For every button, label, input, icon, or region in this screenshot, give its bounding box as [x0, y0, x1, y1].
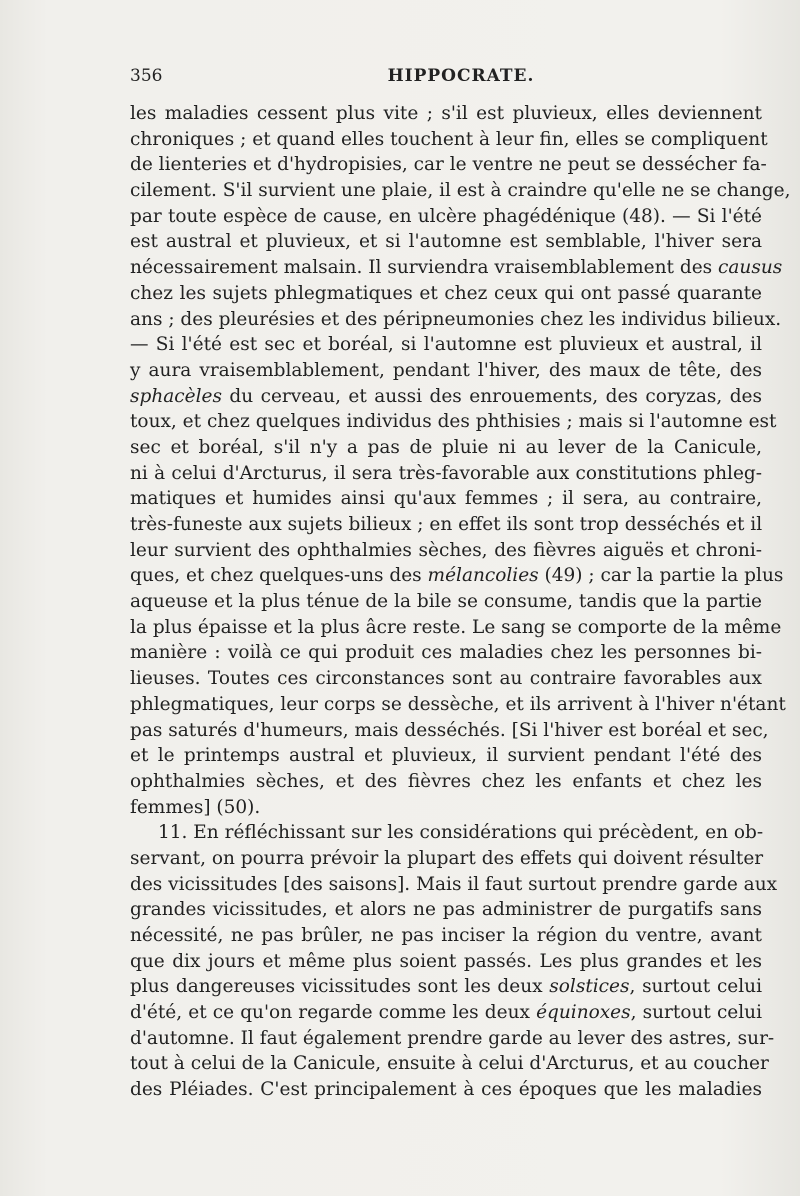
running-title: HIPPOCRATE. — [387, 66, 535, 86]
text-line: ophthalmies sèches, et des fièvres chez les enfants et chez les — [130, 770, 762, 792]
text-line: est austral et pluvieux, et si l'automne est semblable, l'hiver sera — [130, 231, 762, 253]
text-line: plus dangereuses vicissitudes sont les deux solstices, surtout celui — [130, 976, 763, 998]
text-line: les maladies cessent plus vite ; s'il est pluvieux, elles deviennent — [130, 103, 762, 124]
text-line: nécessité, ne pas brûler, ne pas inciser la région du ventre, avant — [130, 925, 762, 946]
text-line: très-funeste aux sujets bilieux ; en effet ils sont trop desséchés et il — [130, 514, 763, 535]
text-line: sec et boréal, s'il n'y a pas de pluie ni au lever de la Canicule, — [130, 436, 762, 458]
text-line: — Si l'été est sec et boréal, si l'automne est pluvieux et austral, il — [130, 334, 762, 356]
text-line: femmes] (50). — [130, 796, 261, 818]
text-line: y aura vraisemblablement, pendant l'hiver, des maux de tête, des — [130, 359, 762, 381]
text-line: ans ; des pleurésies et des péripneumonies chez les individus bilieux. — [130, 308, 782, 330]
text-line: servant, on pourra prévoir la plupart des effets qui doivent résulter — [130, 847, 764, 869]
text-line: ques, et chez quelques-uns des mélancolies (49) ; car la partie la plus — [130, 565, 784, 587]
text-line: par toute espèce de cause, en ulcère phagédénique (48). — Si l'été — [130, 205, 762, 227]
text-line: de lienteries et d'hydropisies, car le ventre ne peut se dessécher fa- — [130, 154, 767, 176]
text-line: leur survient des ophthalmies sèches, des fièvres aiguës et chroni- — [130, 539, 762, 561]
text-line: manière : voilà ce qui produit ces maladies chez les personnes bi- — [130, 642, 762, 664]
text-line: matiques et humides ainsi qu'aux femmes ; il sera, au contraire, — [130, 488, 762, 510]
text-line: aqueuse et la plus ténue de la bile se consume, tandis que la partie — [130, 591, 762, 613]
text-line: des Pléiades. C'est principalement à ces époques que les maladies — [130, 1079, 762, 1101]
text-line: grandes vicissitudes, et alors ne pas administrer de purgatifs sans — [130, 899, 762, 921]
text-line: pas saturés d'humeurs, mais desséchés. [Si l'hiver est boréal et sec, — [130, 719, 769, 741]
text-line: chez les sujets phlegmatiques et chez ceux qui ont passé quarante — [130, 282, 762, 304]
section-start-line: 11. En réfléchissant sur les considérations qui précèdent, en ob- — [158, 822, 764, 844]
text-line: chroniques ; et quand elles touchent à leur fin, elles se compliquent — [130, 128, 768, 150]
text-line: d'automne. Il faut également prendre garde au lever des astres, sur- — [130, 1027, 775, 1049]
text-line: d'été, et ce qu'on regarde comme les deux équinoxes, surtout celui — [130, 1002, 763, 1024]
page-number: 356 — [130, 66, 163, 86]
text-line: toux, et chez quelques individus des phthisies ; mais si l'automne est — [130, 411, 777, 433]
text-line: tout à celui de la Canicule, ensuite à celui d'Arcturus, et au coucher — [130, 1053, 769, 1075]
text-line: que dix jours et même plus soient passés. Les plus grandes et les — [130, 950, 762, 972]
text-line: cilement. S'il survient une plaie, il est à craindre qu'elle ne se change, — [130, 180, 791, 202]
text-line: phlegmatiques, leur corps se dessèche, et ils arrivent à l'hiver n'étant — [130, 693, 786, 715]
page-header — [130, 66, 770, 94]
text-line: sphacèles du cerveau, et aussi des enrouements, des coryzas, des — [130, 385, 762, 407]
text-line: des vicissitudes [des saisons]. Mais il faut surtout prendre garde aux — [130, 873, 778, 895]
body-text — [130, 101, 791, 1103]
text-line: nécessairement malsain. Il surviendra vraisemblablement des causus — [130, 257, 783, 279]
text-line: lieuses. Toutes ces circonstances sont au contraire favorables aux — [130, 668, 762, 690]
text-line: la plus épaisse et la plus âcre reste. Le sang se comporte de la même — [130, 616, 782, 638]
text-line: et le printemps austral et pluvieux, il survient pendant l'été des — [130, 745, 762, 767]
text-line: ni à celui d'Arcturus, il sera très-favorable aux constitutions phleg- — [130, 462, 762, 484]
